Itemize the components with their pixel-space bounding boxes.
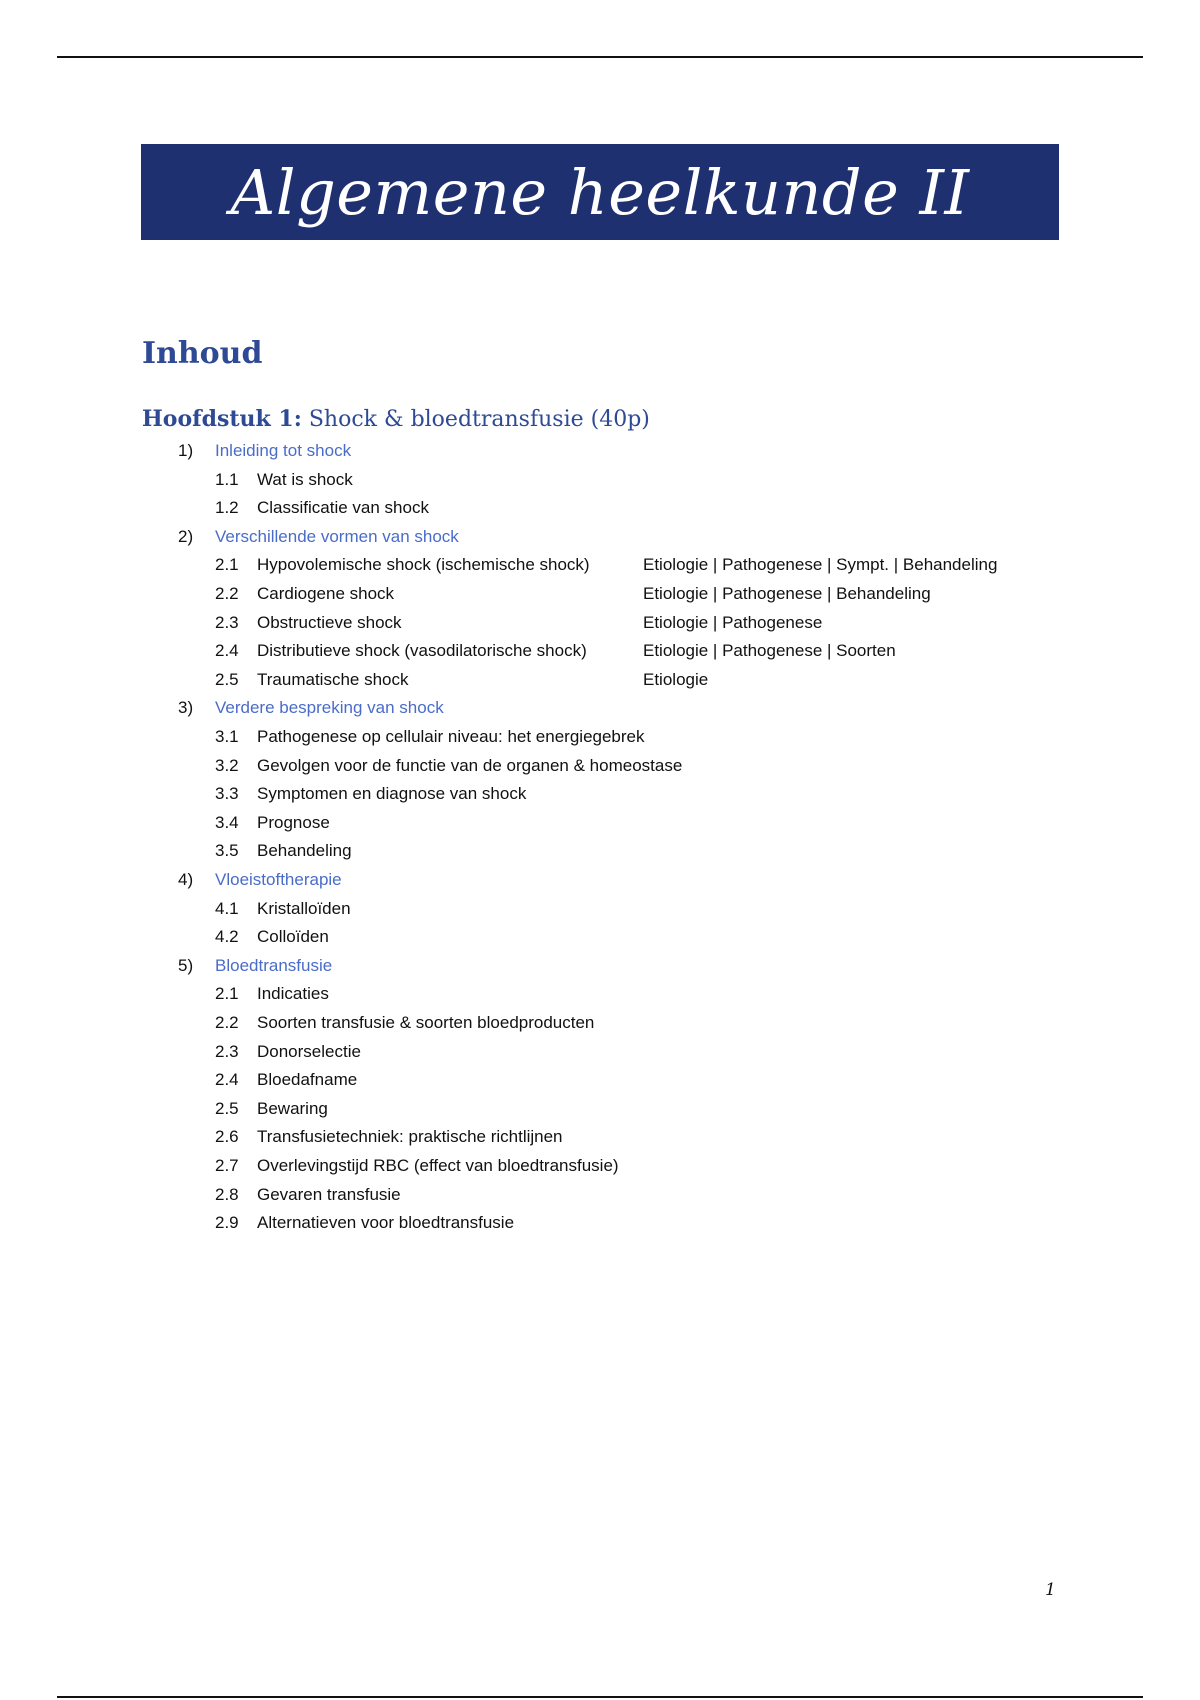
subsection-number: 2.2 [215, 584, 239, 603]
subsection-title: Soorten transfusie & soorten bloedproducten [257, 1013, 595, 1032]
subsection-title: Classificatie van shock [257, 498, 429, 518]
subsection-number: 2.6 [215, 1127, 239, 1147]
subsection-topics: Etiologie [643, 669, 709, 689]
subsection-number: 2.3 [215, 1041, 239, 1061]
section-link[interactable]: Inleiding tot shock [215, 441, 352, 460]
subsection-title: Wat is shock [257, 469, 353, 489]
section-link[interactable]: Vloeistoftherapie [215, 870, 342, 889]
document-title: Algemene heelkunde II [230, 155, 970, 229]
subsection-title: Bloedafname [257, 1070, 358, 1090]
subsection-title: Kristalloïden [257, 898, 351, 918]
subsection-number: 3.2 [215, 755, 239, 775]
section-link[interactable]: Bloedtransfusie [215, 955, 333, 975]
subsection-number: 2.3 [215, 612, 239, 632]
subsection-title: Gevolgen voor de functie van de organen & homeostase [257, 755, 683, 775]
subsection-number: 2.4 [215, 1070, 239, 1090]
subsection-topics: Etiologie | Pathogenese | Behandeling [643, 584, 931, 603]
subsection-title: Colloïden [257, 927, 329, 947]
subsection-title: Indicaties [257, 984, 329, 1004]
section-number: 5) [178, 955, 194, 975]
section-number: 1) [178, 441, 194, 460]
top-rule [57, 56, 1143, 58]
bottom-rule [57, 1696, 1143, 1698]
section-number: 2) [178, 526, 194, 546]
subsection-title: Prognose [257, 812, 330, 832]
subsection-title: Gevaren transfusie [257, 1184, 401, 1204]
chapter-heading [142, 406, 650, 432]
subsection-number: 2.5 [215, 669, 239, 689]
subsection-title: Pathogenese op cellulair niveau: het energiegebrek [257, 727, 645, 746]
subsection-number: 3.5 [215, 841, 239, 861]
subsection-number: 2.1 [215, 984, 239, 1004]
subsection-title: Traumatische shock [257, 669, 409, 689]
subsection-title: Bewaring [257, 1098, 328, 1118]
subsection-number: 1.1 [215, 469, 239, 489]
page-number: 1 [1045, 1580, 1056, 1600]
subsection-number: 2.4 [215, 641, 239, 661]
subsection-topics: Etiologie | Pathogenese | Sympt. | Behandeling [643, 555, 998, 575]
subsection-topics: Etiologie | Pathogenese | Soorten [643, 641, 896, 661]
subsection-number: 1.2 [215, 498, 239, 518]
subsection-number: 3.4 [215, 812, 239, 832]
subsection-title: Overlevingstijd RBC (effect van bloedtransfusie) [257, 1156, 619, 1175]
subsection-number: 2.9 [215, 1213, 239, 1233]
subsection-number: 2.7 [215, 1156, 239, 1175]
section-number: 4) [178, 870, 194, 889]
subsection-title: Alternatieven voor bloedtransfusie [257, 1213, 515, 1233]
subsection-title: Cardiogene shock [257, 584, 395, 603]
subsection-title: Transfusietechniek: praktische richtlijnen [257, 1127, 563, 1147]
subsection-title: Distributieve shock (vasodilatorische shock) [257, 641, 587, 661]
subsection-title: Obstructieve shock [257, 612, 402, 632]
subsection-number: 2.8 [215, 1184, 239, 1204]
subsection-title: Hypovolemische shock (ischemische shock) [257, 555, 590, 575]
subsection-title: Behandeling [257, 841, 352, 861]
subsection-topics: Etiologie | Pathogenese [643, 612, 823, 632]
section-link[interactable]: Verdere bespreking van shock [215, 698, 444, 718]
section-link[interactable]: Verschillende vormen van shock [215, 526, 459, 546]
subsection-number: 4.2 [215, 927, 239, 947]
subsection-title: Symptomen en diagnose van shock [257, 784, 527, 804]
subsection-number: 4.1 [215, 898, 239, 918]
subsection-number: 2.2 [215, 1013, 239, 1032]
subsection-number: 3.3 [215, 784, 239, 804]
chapter-title: Shock & bloedtransfusie (40p) [308, 407, 650, 432]
subsection-number: 2.1 [215, 555, 239, 575]
title-banner [141, 144, 1059, 240]
chapter-lead: Hoofdstuk 1: [142, 406, 302, 432]
subsection-number: 3.1 [215, 727, 239, 746]
section-number: 3) [178, 698, 194, 718]
subsection-title: Donorselectie [257, 1041, 361, 1061]
toc-heading: Inhoud [142, 336, 263, 371]
subsection-number: 2.5 [215, 1098, 239, 1118]
